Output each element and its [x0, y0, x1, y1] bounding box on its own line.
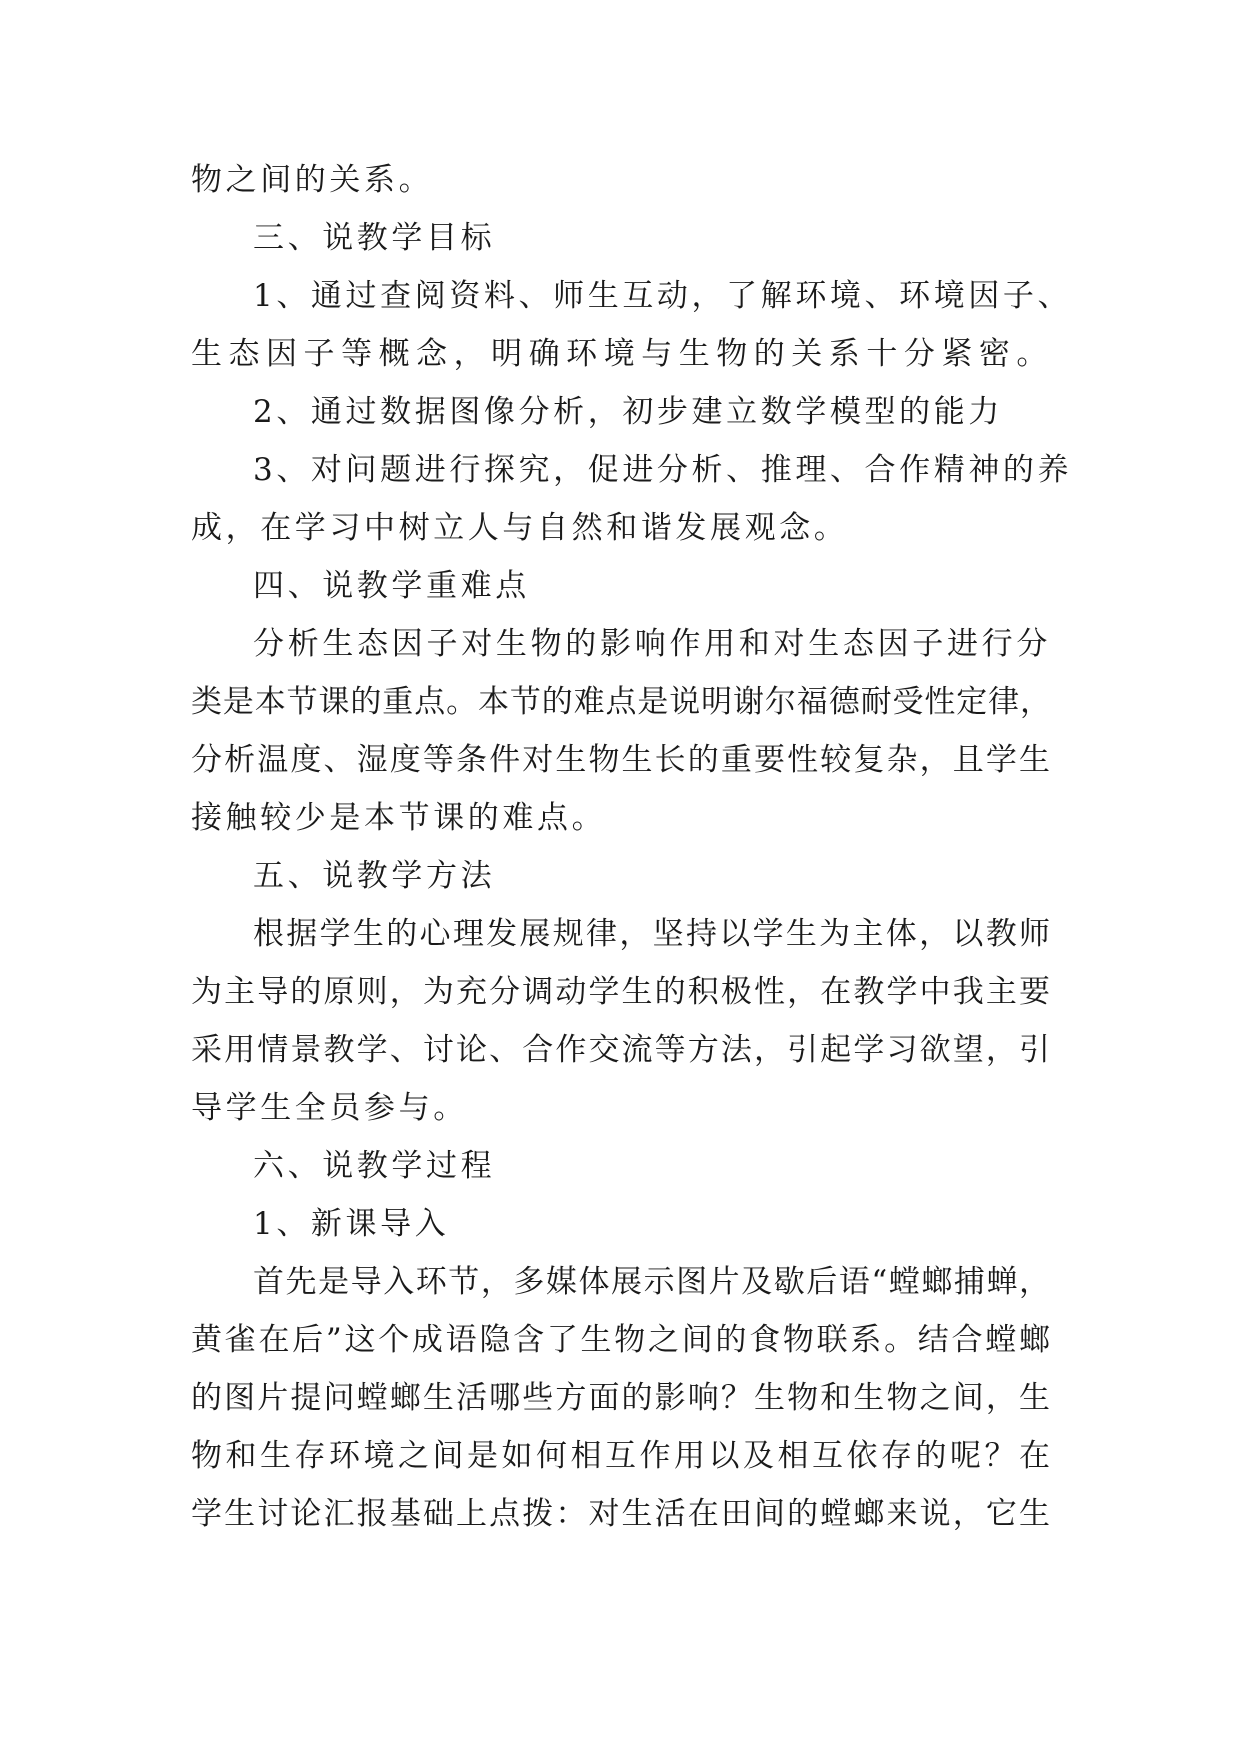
paragraph-line: 接触较少是本节课的难点。 [191, 800, 607, 836]
subsection-heading: 1、新课导入 [253, 1206, 450, 1242]
paragraph-line: 黄雀在后”这个成语隐含了生物之间的食物联系。结合螳螂 [191, 1322, 1051, 1358]
section-heading: 六、说教学过程 [253, 1148, 496, 1184]
paragraph-line: 分析温度、湿度等条件对生物生长的重要性较复杂，且学生 [191, 742, 1051, 778]
section-heading: 五、说教学方法 [253, 858, 496, 894]
paragraph-line: 首先是导入环节，多媒体展示图片及歇后语“螳螂捕蝉， [253, 1264, 1051, 1300]
paragraph-line: 导学生全员参与。 [191, 1090, 468, 1126]
paragraph-line: 3、对问题进行探究，促进分析、推理、合作精神的养 [253, 452, 1073, 488]
paragraph-line: 采用情景教学、讨论、合作交流等方法，引起学习欲望，引 [191, 1032, 1051, 1068]
paragraph-line: 生态因子等概念，明确环境与生物的关系十分紧密。 [191, 336, 1051, 372]
paragraph-line: 学生讨论汇报基础上点拨：对生活在田间的螳螂来说，它生 [191, 1496, 1051, 1532]
paragraph-line: 2、通过数据图像分析，初步建立数学模型的能力 [253, 394, 1003, 430]
section-heading: 四、说教学重难点 [253, 568, 530, 604]
paragraph-line: 根据学生的心理发展规律，坚持以学生为主体，以教师 [253, 916, 1051, 952]
paragraph-line: 为主导的原则，为充分调动学生的积极性，在教学中我主要 [191, 974, 1051, 1010]
paragraph-line: 的图片提问螳螂生活哪些方面的影响？生物和生物之间，生 [191, 1380, 1051, 1416]
paragraph-line: 物和生存环境之间是如何相互作用以及相互依存的呢？在 [191, 1438, 1051, 1474]
paragraph-line: 类是本节课的重点。本节的难点是说明谢尔福德耐受性定律， [191, 684, 1051, 720]
paragraph-line: 物之间的关系。 [191, 162, 434, 198]
paragraph-line: 分析生态因子对生物的影响作用和对生态因子进行分 [253, 626, 1051, 662]
paragraph-line: 1、通过查阅资料、师生互动，了解环境、环境因子、 [253, 278, 1073, 314]
paragraph-line: 成，在学习中树立人与自然和谐发展观念。 [191, 510, 849, 546]
section-heading: 三、说教学目标 [253, 220, 496, 256]
